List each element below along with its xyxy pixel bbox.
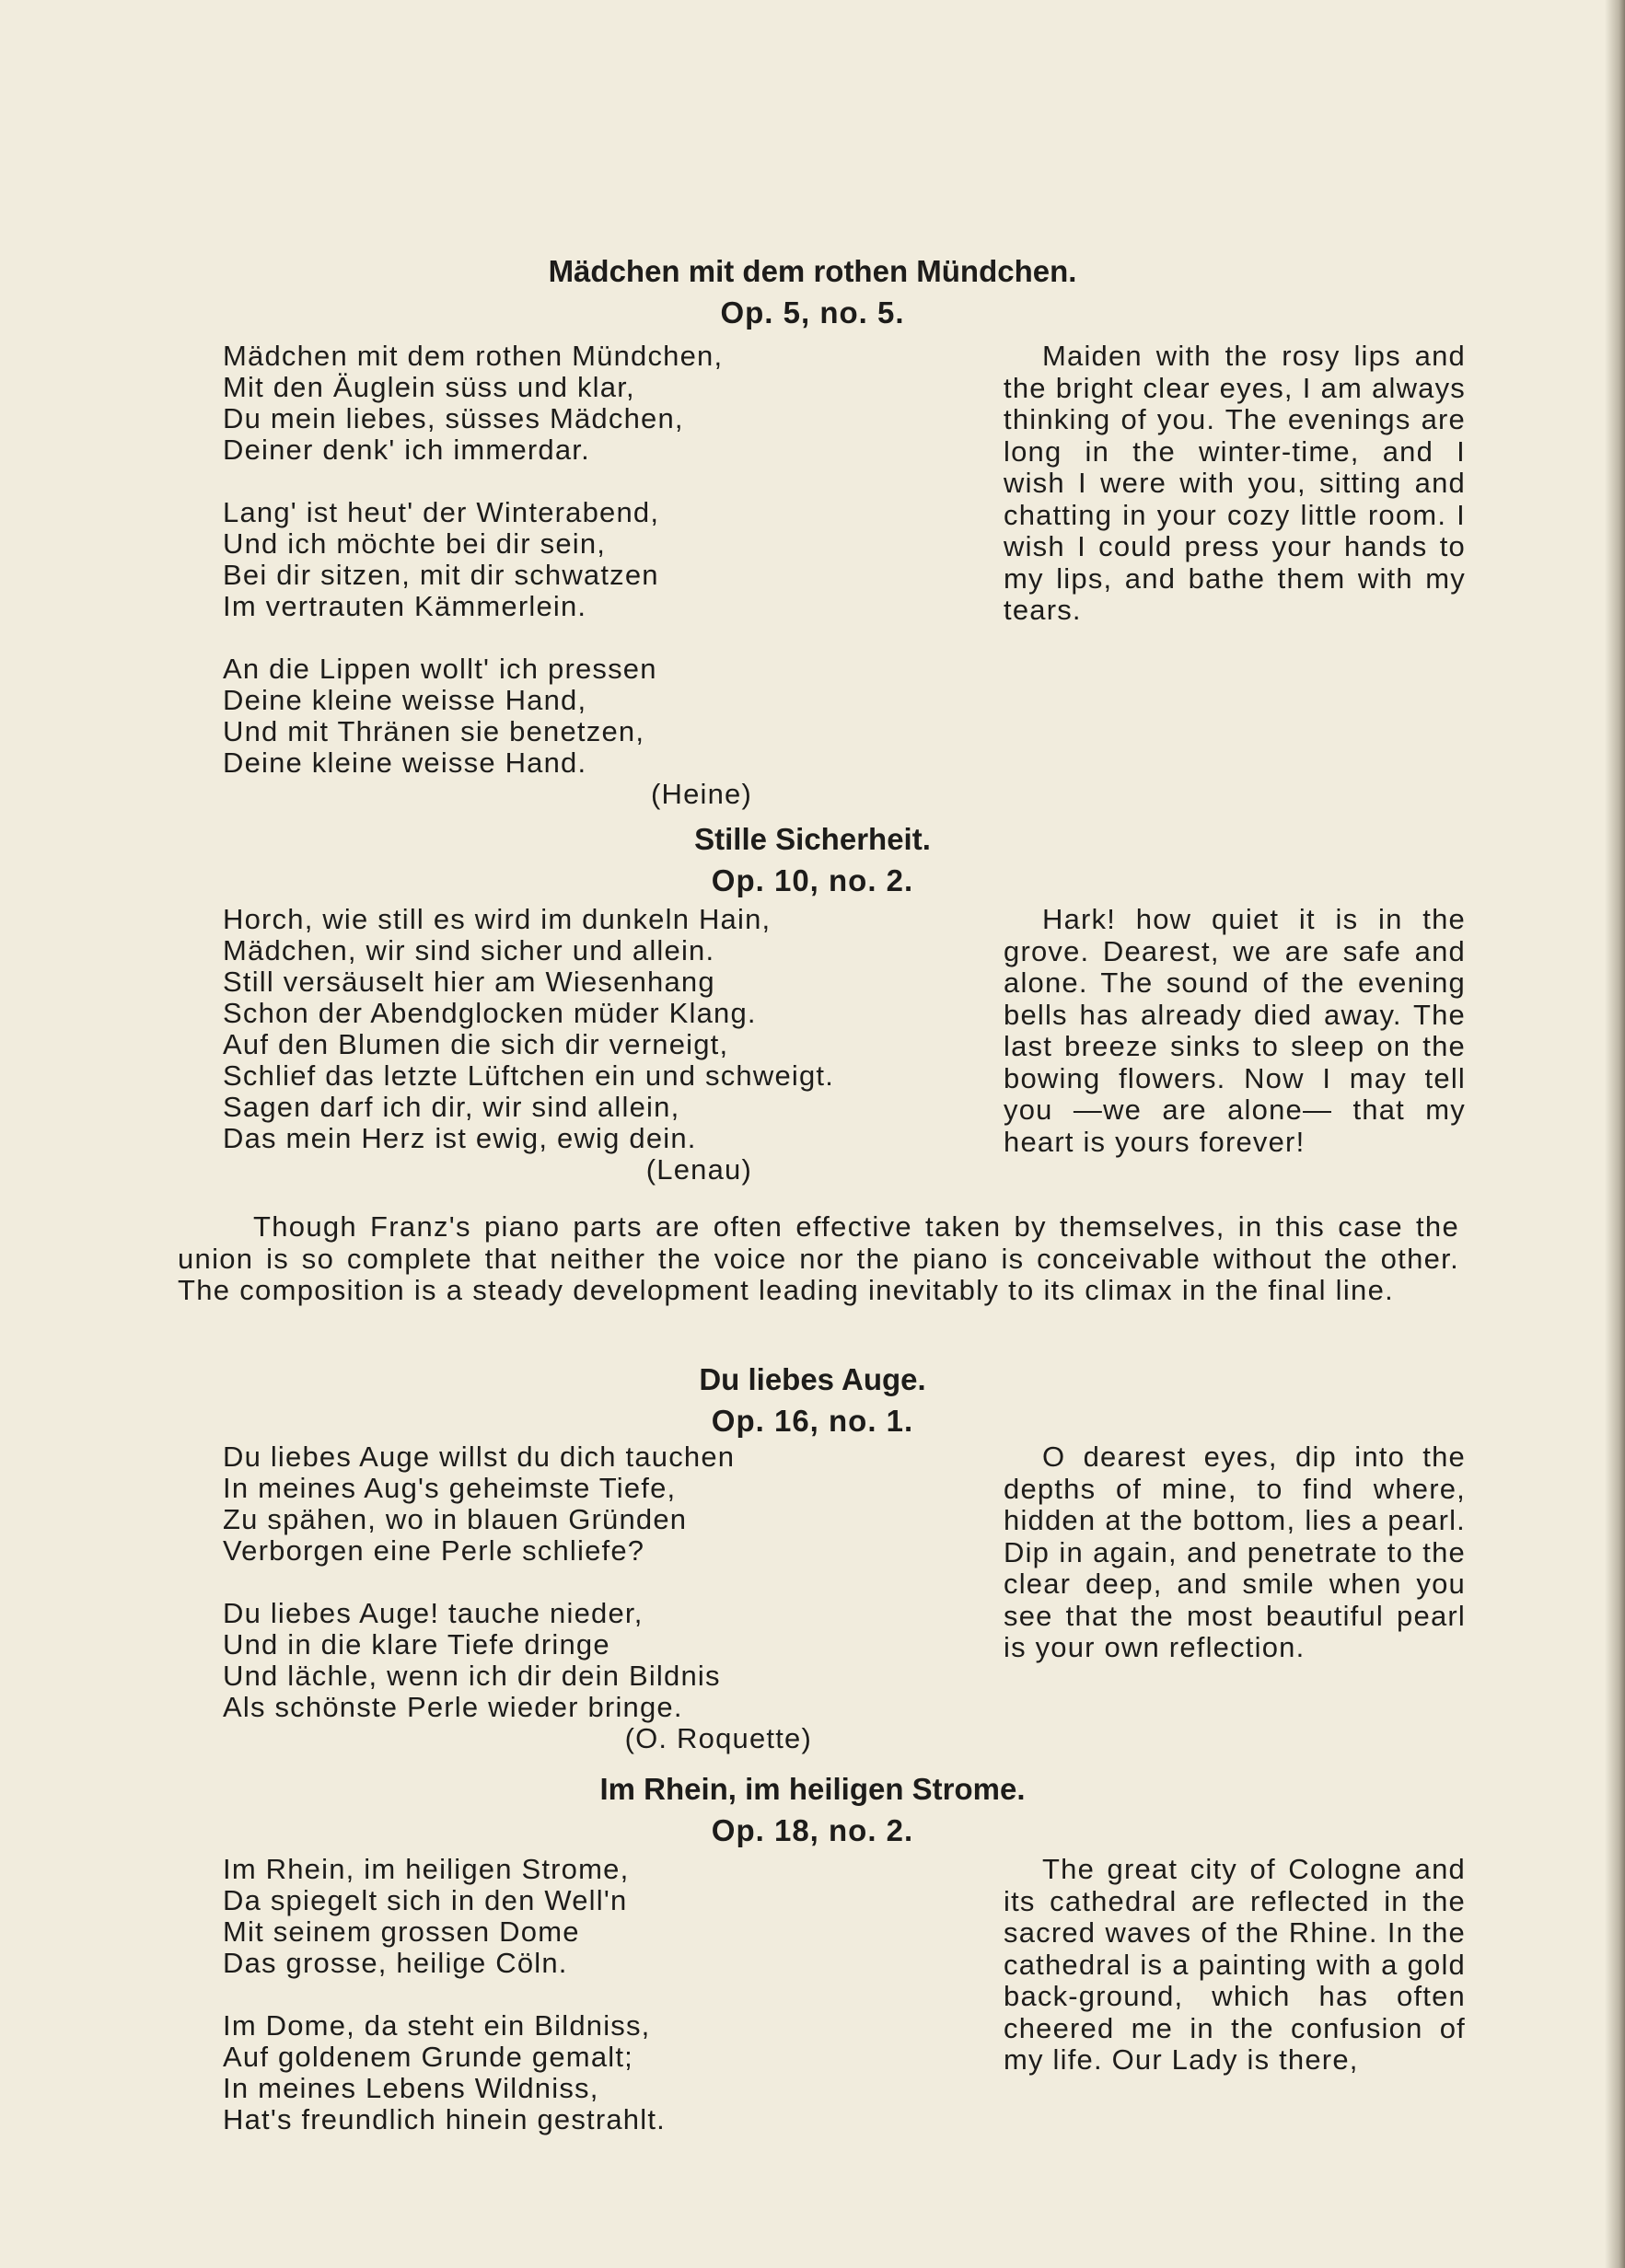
verse-line: Lang' ist heut' der Winterabend, <box>223 496 660 528</box>
stanza <box>223 904 923 1154</box>
stanza <box>223 341 923 466</box>
song-title: Stille Sicherheit. <box>694 822 931 856</box>
verse-line: Horch, wie still es wird im dunkeln Hain, <box>223 903 772 935</box>
verse-line: Und ich möchte bei dir sein, <box>223 527 607 560</box>
song-title: Mädchen mit dem rothen Mündchen. <box>548 254 1077 288</box>
song-title: Im Rhein, im heiligen Strome. <box>599 1772 1026 1806</box>
english-translation: Hark! how quiet it is in the grove. Dearest, we are safe and alone. The sound of the evening bells has already died away. The last breeze sinks to sleep on the bowing flowers. Now I may tell you —we are alone— that my heart is yours forever! <box>1004 903 1466 1158</box>
verse-line: In meines Lebens Wildniss, <box>223 2072 599 2104</box>
verse-line: Im Rhein, im heiligen Strome, <box>223 1853 630 1885</box>
verse-line: Du liebes Auge! tauche nieder, <box>223 1597 644 1629</box>
verse-line: Da spiegelt sich in den Well'n <box>223 1884 628 1916</box>
verse-line: Mit den Äuglein süss und klar, <box>223 371 635 403</box>
verse-line: Das grosse, heilige Cöln. <box>223 1947 568 1979</box>
stanza <box>223 1598 923 1723</box>
verse-line: Deine kleine weisse Hand, <box>223 684 587 716</box>
stanza <box>223 1854 923 1979</box>
german-text <box>223 1441 923 1754</box>
verse-line: Du mein liebes, süsses Mädchen, <box>223 402 684 434</box>
poet-attribution: (O. Roquette) <box>624 1722 812 1754</box>
verse-line: Deine kleine weisse Hand. <box>223 746 587 779</box>
verse-line: An die Lippen wollt' ich pressen <box>223 653 657 685</box>
verse-line: Im Dome, da steht ein Bildniss, <box>223 2009 651 2042</box>
english-translation: O dearest eyes, dip into the depths of mine, to find where, hidden at the bottom, lies a pearl. Dip in again, and penetrate to the clear deep, and smile when you see that the most beautiful pearl is your own reflection. <box>1004 1441 1466 1663</box>
german-text <box>223 341 923 810</box>
english-translation: The great city of Cologne and its cathedral are reflected in the sacred waves of the Rhine. In the cathedral is a painting with a gold back-ground, which has often cheered me in the confusion of my life. Our Lady is there, <box>1004 1853 1466 2076</box>
verse-line: Schlief das letzte Lüftchen ein und schweigt. <box>223 1059 835 1092</box>
english-translation: Maiden with the rosy lips and the bright clear eyes, I am always thinking of you. The evenings are long in the winter-time, and I wish I were with you, sitting and chatting in your cozy little room. I wish I could press your hands to my lips, and bathe them with my tears. <box>1004 340 1466 626</box>
verse-line: Mädchen, wir sind sicher und allein. <box>223 934 715 966</box>
poet-attribution: (Lenau) <box>645 1153 752 1186</box>
verse-line: Bei dir sitzen, mit dir schwatzen <box>223 559 659 591</box>
verse-line: Deiner denk' ich immerdar. <box>223 434 590 466</box>
verse-line: Und in die klare Tiefe dringe <box>223 1628 610 1660</box>
poet-attribution: (Heine) <box>650 778 752 810</box>
opus-number: Op. 10, no. 2. <box>711 863 914 897</box>
verse-line: Still versäuselt hier am Wiesenhang <box>223 966 715 998</box>
verse-line: Sagen darf ich dir, wir sind allein, <box>223 1091 680 1123</box>
page-edge-shadow <box>1605 0 1625 2268</box>
verse-line: Hat's freundlich hinein gestrahlt. <box>223 2103 666 2135</box>
song-title: Du liebes Auge. <box>699 1362 926 1396</box>
german-text <box>223 1854 923 2135</box>
opus-number: Op. 5, no. 5. <box>720 295 905 330</box>
verse-line: Du liebes Auge willst du dich tauchen <box>223 1441 736 1473</box>
verse-line: Mit seinem grossen Dome <box>223 1915 580 1948</box>
verse-line: Als schönste Perle wieder bringe. <box>223 1691 683 1723</box>
stanza <box>223 2010 923 2135</box>
verse-line: Zu spähen, wo in blauen Gründen <box>223 1503 688 1535</box>
commentary-paragraph: Though Franz's piano parts are often effective taken by themselves, in this case the union is so complete that neither the voice nor the piano is conceivable without the other. The composition is a steady development leading inevitably to its climax in the final line. <box>178 1210 1459 1306</box>
verse-line: Das mein Herz ist ewig, ewig dein. <box>223 1122 697 1154</box>
verse-line: Und lächle, wenn ich dir dein Bildnis <box>223 1660 721 1692</box>
verse-line: Und mit Thränen sie benetzen, <box>223 715 645 747</box>
verse-line: Mädchen mit dem rothen Mündchen, <box>223 340 724 372</box>
verse-line: In meines Aug's geheimste Tiefe, <box>223 1472 677 1504</box>
verse-line: Auf goldenem Grunde gemalt; <box>223 2041 633 2073</box>
stanza <box>223 497 923 622</box>
opus-number: Op. 18, no. 2. <box>711 1813 914 1847</box>
verse-line: Schon der Abendglocken müder Klang. <box>223 997 757 1029</box>
verse-line: Im vertrauten Kämmerlein. <box>223 590 587 622</box>
stanza <box>223 1441 923 1567</box>
stanza <box>223 654 923 779</box>
opus-number: Op. 16, no. 1. <box>711 1404 914 1438</box>
german-text <box>223 904 923 1186</box>
verse-line: Verborgen eine Perle schliefe? <box>223 1534 645 1567</box>
verse-line: Auf den Blumen die sich dir verneigt, <box>223 1028 729 1060</box>
